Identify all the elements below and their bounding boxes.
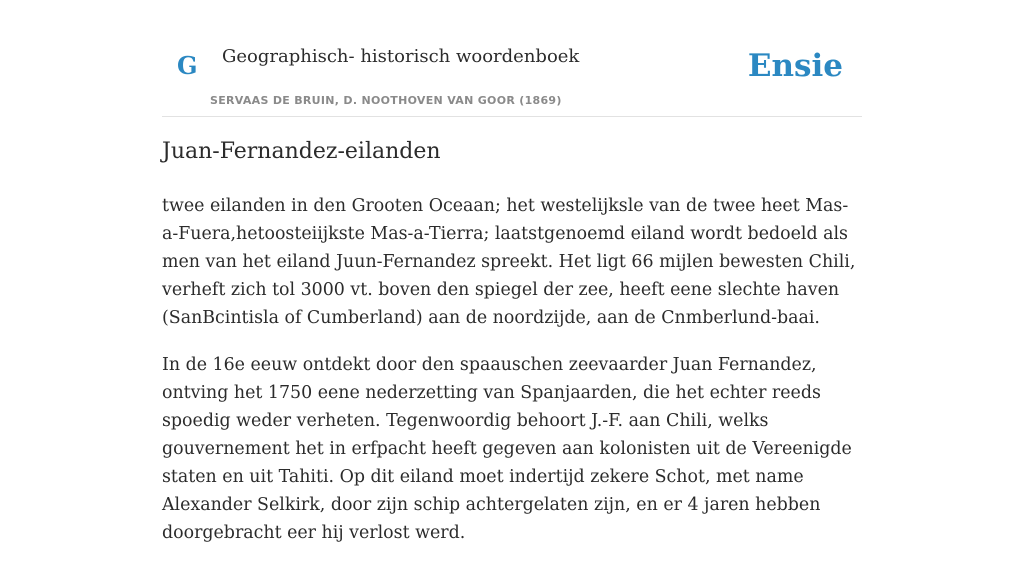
page-container	[162, 0, 862, 543]
entry-title: Juan-Fernandez-eilanden	[162, 139, 441, 164]
entry-paragraph: In de 16e eeuw ontdekt door den spaauschen zeevaarder Juan Fernandez, ontving het 1750 eene nederzetting van Spanjaarden, die het echter reeds spoedig weder verheten. Tegenwoordig behoort J.-F. aan Chili, welks gouvernement het in erfpacht heeft gegeven aan kolonisten uit de Vereenigde staten en uit Tahiti. Op dit eiland moet indertijd zekere Schot, met name Alexander Selkirk, door zijn schip achtergelaten zijn, en er 4 jaren hebben doorgebracht eer hij verlost werd.	[162, 355, 852, 543]
book-header	[162, 0, 862, 117]
book-authors: SERVAAS DE BRUIN, D. NOOTHOVEN VAN GOOR (1869)	[210, 94, 562, 107]
book-letter-icon[interactable]: G	[177, 51, 198, 80]
ensie-logo-link[interactable]: Ensie	[747, 48, 843, 84]
entry-body	[162, 192, 862, 566]
book-title-link[interactable]: Geographisch- historisch woordenboek	[222, 46, 580, 67]
entry-paragraph: twee eilanden in den Grooten Oceaan; het westelijksle van de twee heet Mas-a-Fuera,hetoosteiijkste Mas-a-Tierra; laatstgenoemd eiland wordt bedoeld als men van het eiland Juun-Fernandez spreekt. Het ligt 66 mijlen bewesten Chili, verheft zich tol 3000 vt. boven den spiegel der zee, heeft eene slechte haven (SanBcintisla of Cumberland) aan de noordzijde, aan de Cnmberlund-baai.	[162, 196, 856, 328]
